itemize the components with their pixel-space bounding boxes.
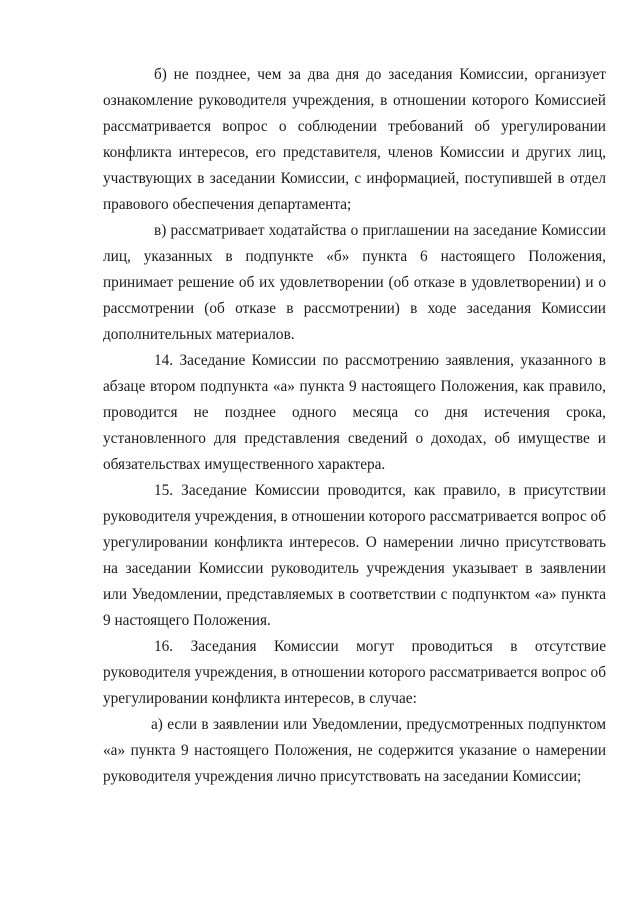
- paragraph-13b: б) не позднее, чем за два дня до заседания Комиссии, организует ознакомление руководителя учреждения, в отношении которого Комиссией рассматривается вопрос о соблюдении требований об урегулировании конфликта интересов, его представителя, членов Комиссии и других лиц, участвующих в заседании Комиссии, с информацией, поступившей в отдел правового обеспечения департамента;: [103, 66, 606, 213]
- paragraph-15: 15. Заседание Комиссии проводится, как правило, в присутствии руководителя учреждения, в отношении которого рассматривается вопрос об урегулировании конфликта интересов. О намерении лично присутствовать на заседании Комиссии руководитель учреждения указывает в заявлении или Уведомлении, представляемых в соответствии с подпунктом «а» пункта 9 настоящего Положения.: [103, 482, 606, 629]
- paragraph-16a: а) если в заявлении или Уведомлении, предусмотренных подпунктом «а» пункта 9 настоящего Положения, не содержится указание о намерении руководителя учреждения лично присутствовать на заседании Комиссии;: [103, 716, 606, 785]
- paragraph-13v: в) рассматривает ходатайства о приглашении на заседание Комиссии лиц, указанных в подпункте «б» пункта 6 настоящего Положения, принимает решение об их удовлетворении (об отказе в удовлетворении) и о рассмотрении (об отказе в рассмотрении) в ходе заседания Комиссии дополнительных материалов.: [103, 222, 606, 343]
- document-body: [103, 62, 606, 790]
- paragraph-16: 16. Заседания Комиссии могут проводиться в отсутствие руководителя учреждения, в отношении которого рассматривается вопрос об урегулировании конфликта интересов, в случае:: [103, 638, 606, 707]
- paragraph-14: 14. Заседание Комиссии по рассмотрению заявления, указанного в абзаце втором подпункта «а» пункта 9 настоящего Положения, как правило, проводится не позднее одного месяца со дня истечения срока, установленного для представления сведений о доходах, об имуществе и обязательствах имущественного характера.: [103, 352, 606, 473]
